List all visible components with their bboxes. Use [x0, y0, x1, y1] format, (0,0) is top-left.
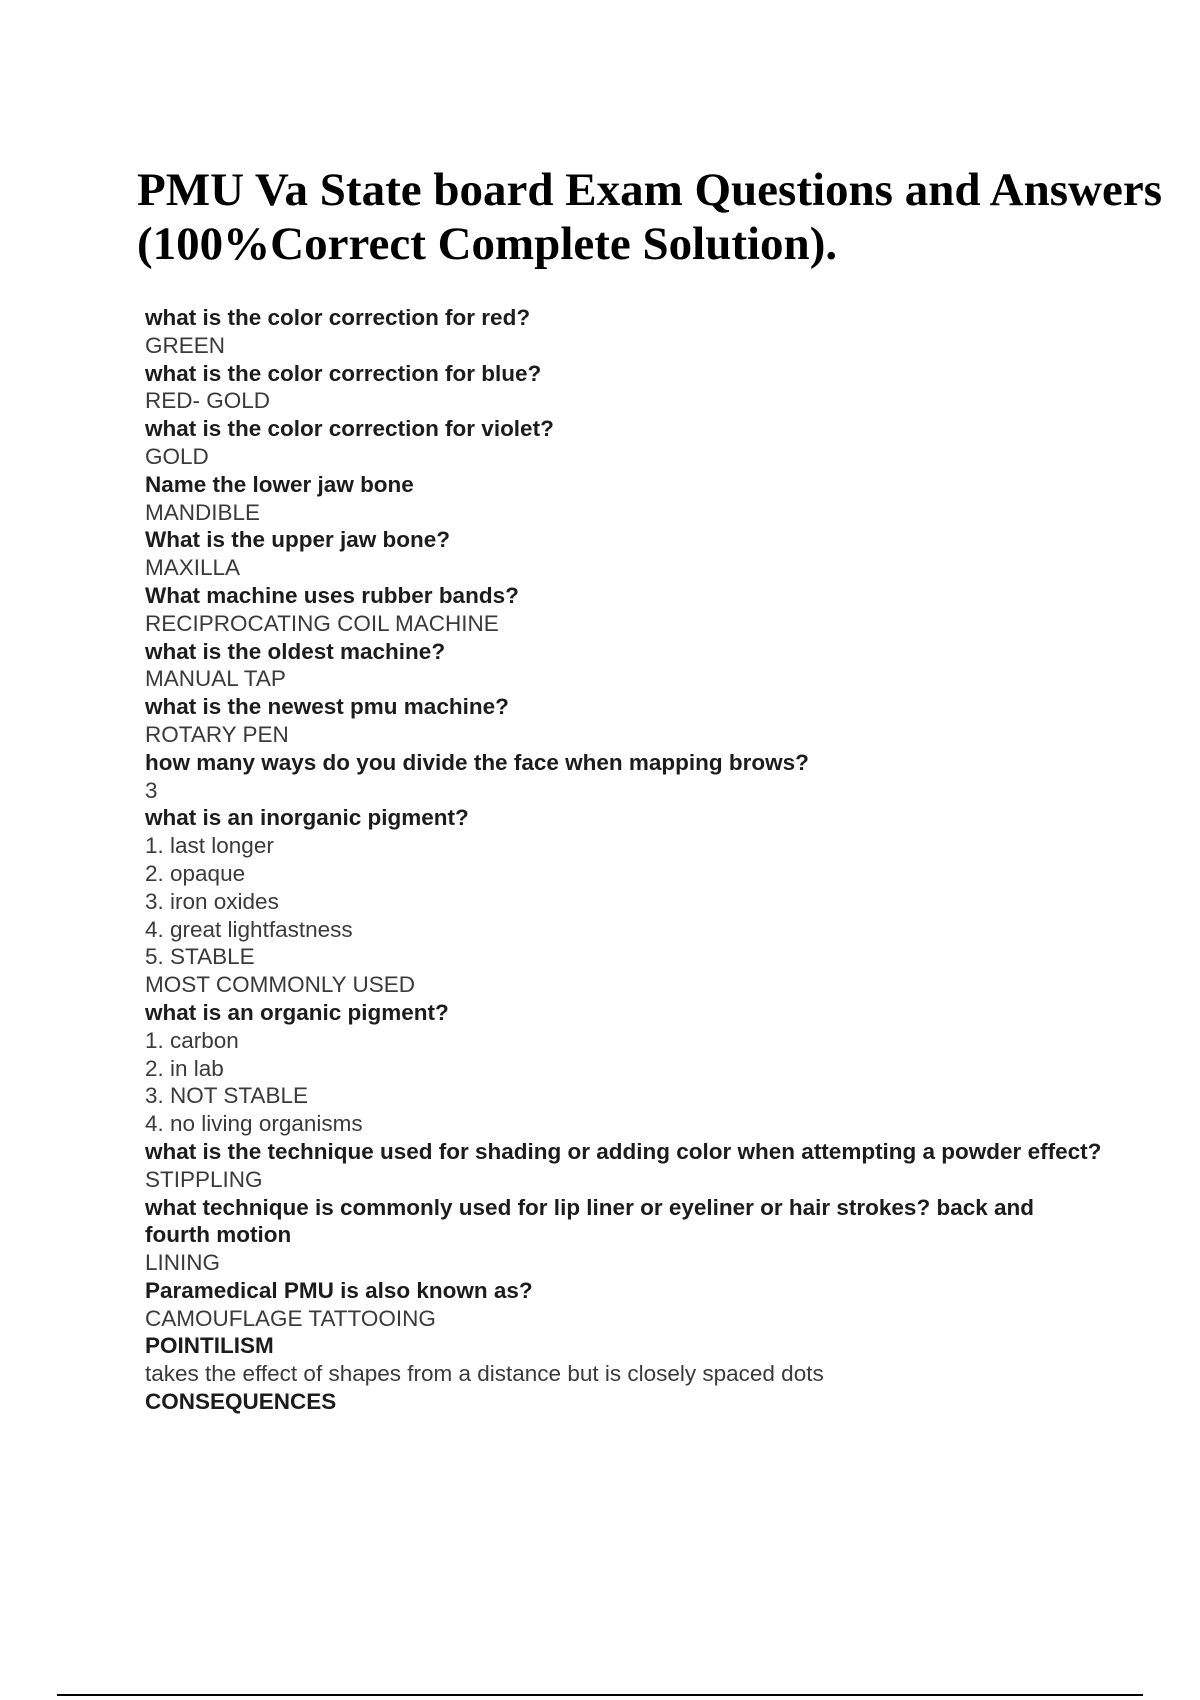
question-text: Name the lower jaw bone: [145, 471, 414, 497]
qa-item: [145, 749, 1105, 805]
answer-text: MOST COMMONLY USED: [145, 972, 416, 998]
answer-text: 1. last longer: [145, 833, 274, 859]
question-text: what technique is commonly used for lip liner or eyeliner or hair strokes? back and fourth motion: [145, 1194, 1034, 1248]
qa-item: [145, 1194, 1105, 1277]
footer-divider: [57, 1694, 1143, 1696]
answer-text: GOLD: [145, 443, 209, 469]
answer-text: CAMOUFLAGE TATTOOING: [145, 1305, 436, 1331]
answer-text: ROTARY PEN: [145, 721, 289, 747]
question-text: how many ways do you divide the face when mapping brows?: [145, 749, 809, 775]
qa-item: [145, 1388, 1105, 1416]
qa-item: [145, 1332, 1105, 1388]
answer-text: takes the effect of shapes from a distance but is closely spaced dots: [145, 1361, 824, 1387]
qa-item: [145, 415, 1105, 471]
answer-text: 1. carbon: [145, 1027, 239, 1053]
question-text: what is an inorganic pigment?: [145, 805, 469, 831]
qa-list: [145, 304, 1105, 1416]
question-text: what is an organic pigment?: [145, 999, 449, 1025]
answer-text: MANUAL TAP: [145, 666, 286, 692]
question-text: what is the color correction for blue?: [145, 360, 542, 386]
question-text: what is the color correction for red?: [145, 305, 531, 330]
answer-text: 2. in lab: [145, 1055, 224, 1081]
question-text: POINTILISM: [145, 1333, 274, 1359]
qa-item: [145, 1138, 1105, 1194]
qa-item: [145, 304, 1105, 360]
question-text: Paramedical PMU is also known as?: [145, 1277, 533, 1303]
qa-item: [145, 360, 1105, 416]
qa-item: [145, 638, 1105, 694]
qa-item: [145, 804, 1105, 999]
qa-item: [145, 526, 1105, 582]
answer-text: 2. opaque: [145, 860, 246, 886]
answer-text: 3. iron oxides: [145, 888, 279, 914]
question-text: what is the newest pmu machine?: [145, 694, 509, 720]
qa-item: [145, 471, 1105, 527]
answer-text: MAXILLA: [145, 555, 241, 581]
answer-text: STIPPLING: [145, 1166, 263, 1192]
page-title: PMU Va State board Exam Questions and Answers (100%Correct Complete Solution).: [137, 164, 1162, 270]
answer-text: MANDIBLE: [145, 499, 261, 525]
answer-text: RECIPROCATING COIL MACHINE: [145, 610, 499, 636]
question-text: CONSEQUENCES: [145, 1389, 337, 1415]
answer-text: RED- GOLD: [145, 388, 271, 414]
question-text: What is the upper jaw bone?: [145, 527, 451, 553]
qa-item: [145, 693, 1105, 749]
question-text: What machine uses rubber bands?: [145, 582, 519, 608]
answer-text: 4. great lightfastness: [145, 916, 353, 942]
answer-text: GREEN: [145, 332, 226, 358]
answer-text: 4. no living organisms: [145, 1111, 363, 1137]
answer-text: LINING: [145, 1250, 221, 1276]
answer-text: 3: [145, 777, 158, 803]
qa-item: [145, 999, 1105, 1138]
qa-item: [145, 582, 1105, 638]
question-text: what is the oldest machine?: [145, 638, 446, 664]
qa-item: [145, 1277, 1105, 1333]
question-text: what is the technique used for shading or adding color when attempting a powder effect?: [145, 1138, 1102, 1164]
question-text: what is the color correction for violet?: [145, 416, 554, 442]
answer-text: 5. STABLE: [145, 944, 255, 970]
answer-text: 3. NOT STABLE: [145, 1083, 308, 1109]
